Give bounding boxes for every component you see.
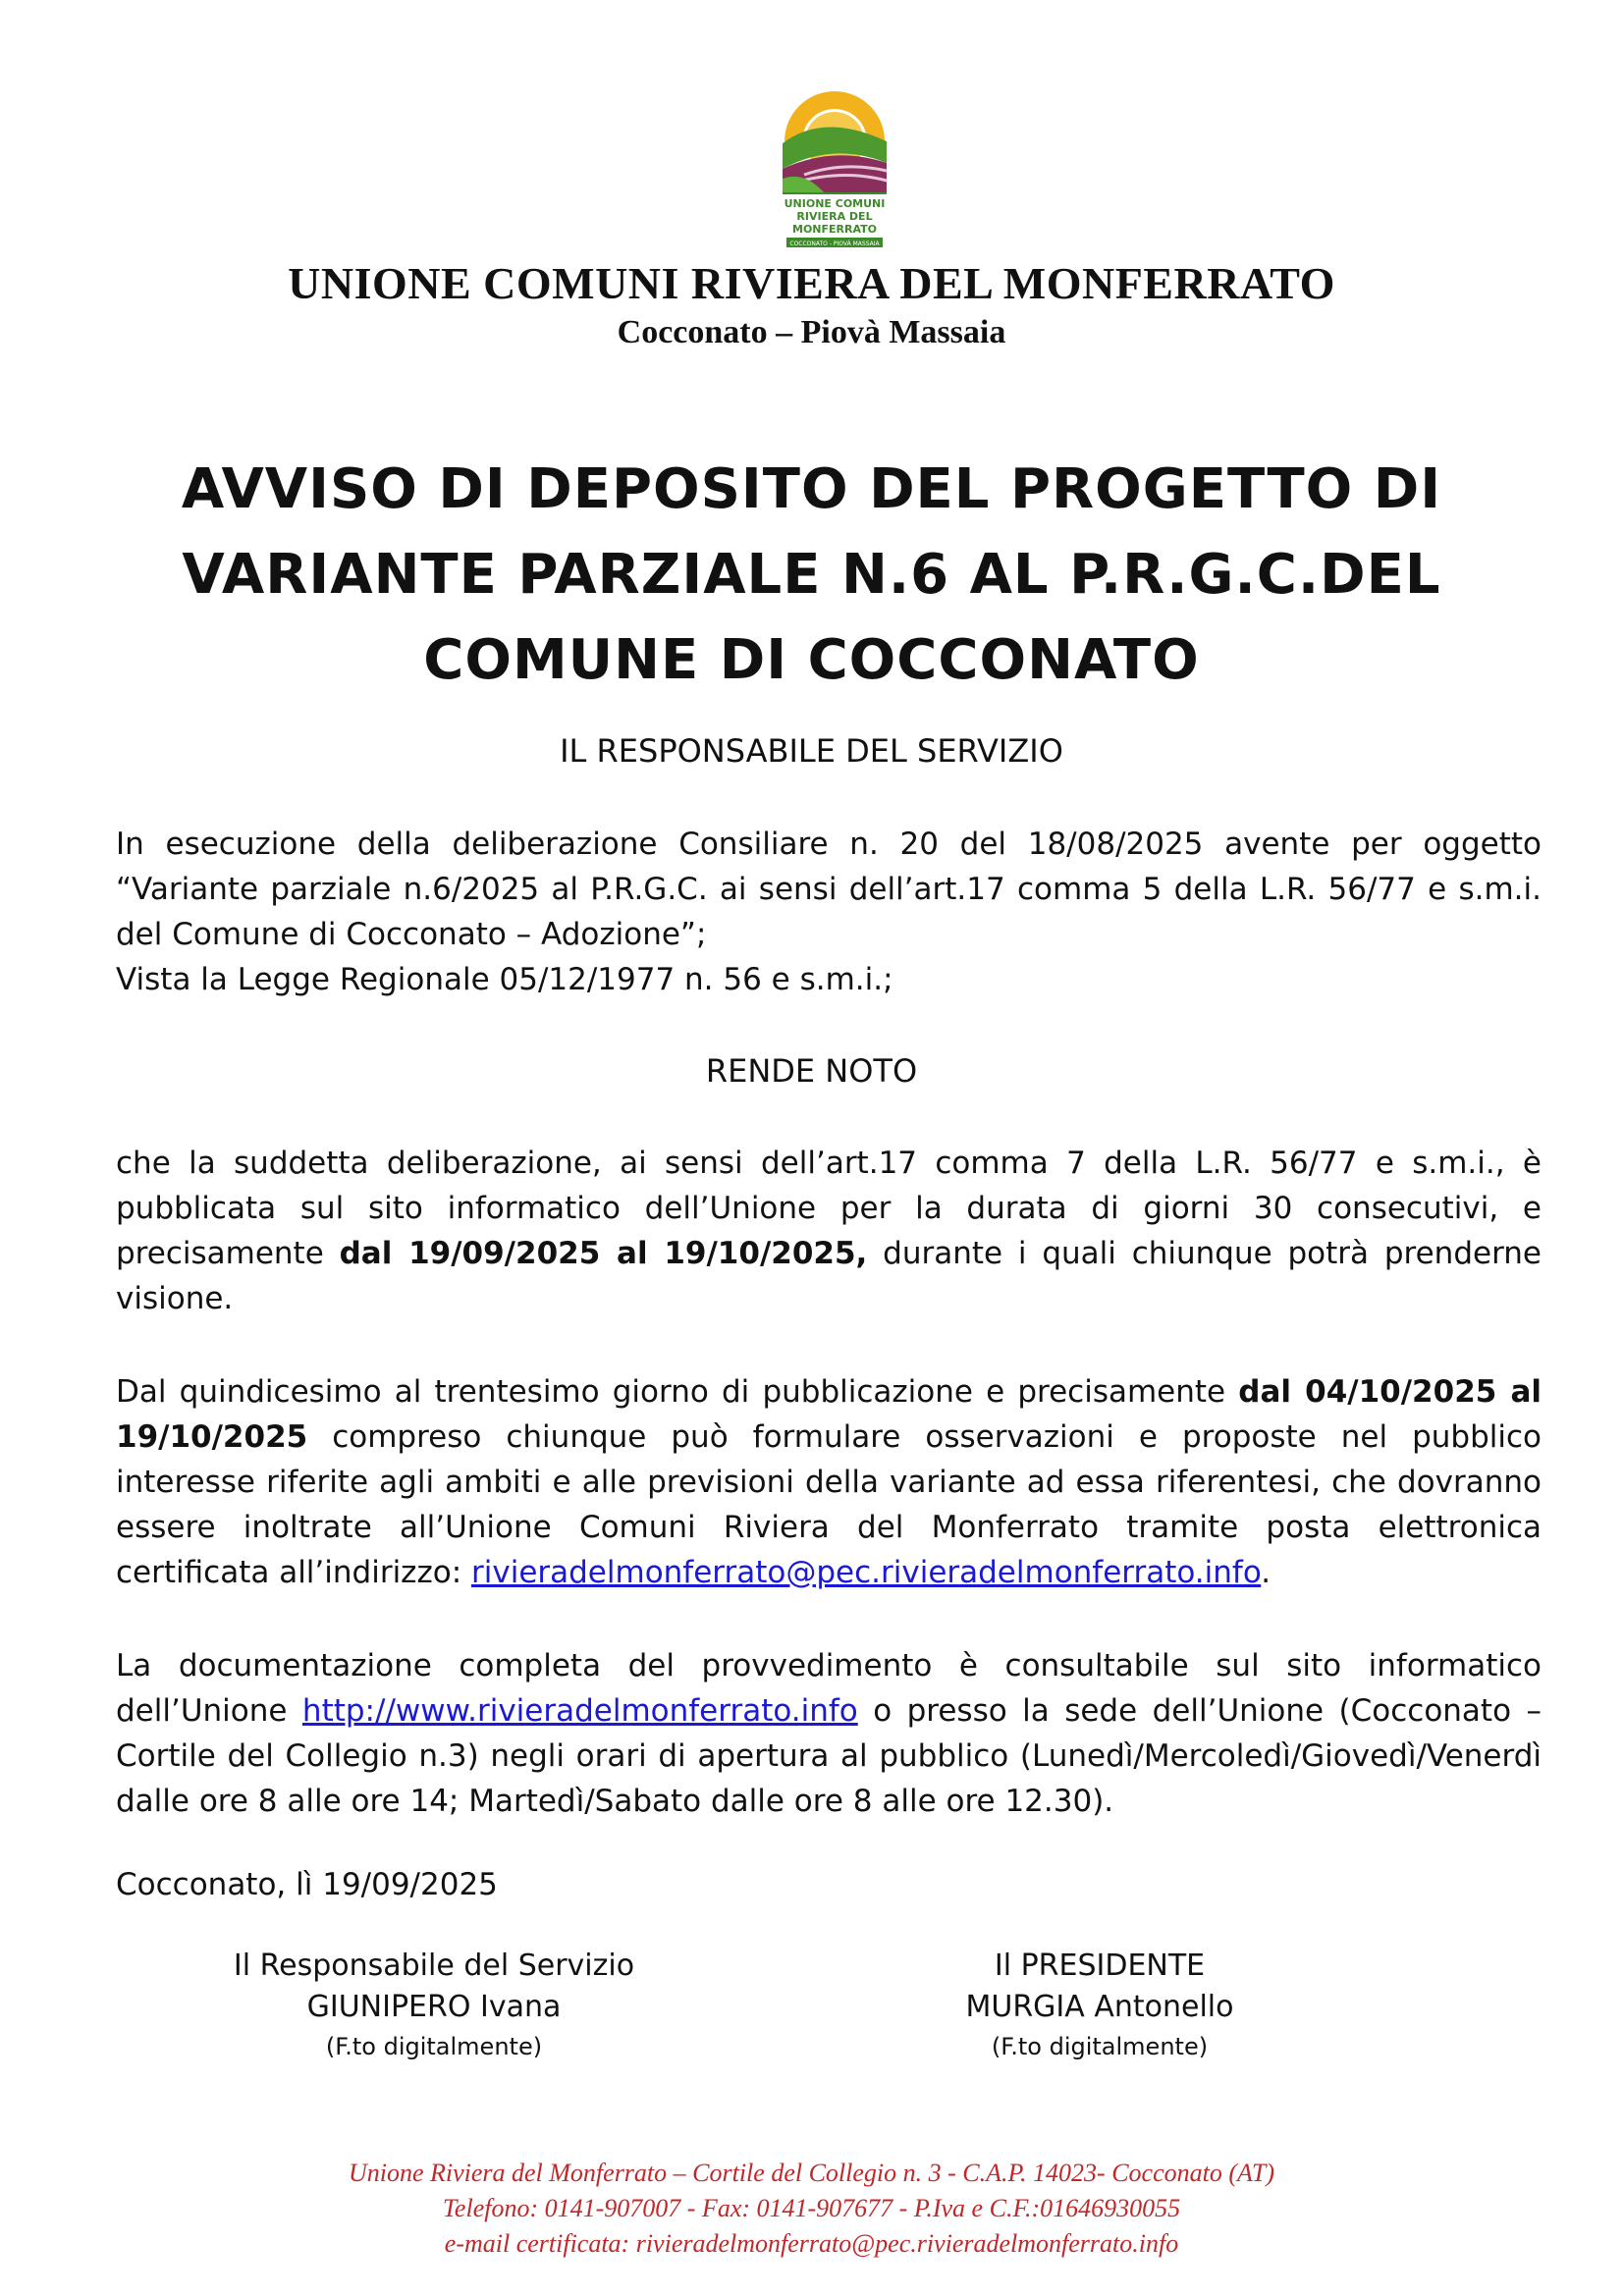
doc-text-b: o presso la sede dell’Unione (Cocconato – Cortile del Collegio n.3) negli orari di apertura al pubblico (Lunedì/Mercoledì/Giovedì/Venerdì dalle ore 8 alle ore 14; Martedì/Sabato dalle ore 8 alle ore 12.30). — [116, 1693, 1542, 1819]
signature-note: (F.to digitalmente) — [325, 2033, 543, 2060]
intro-paragraph: In esecuzione della deliberazione Consiliare n. 20 del 18/08/2025 avente per oggetto “Variante parziale n.6/2025 al P.R.G.C. ai sensi dell’art.17 comma 5 della L.R. 56/77 e s.m.i. del Comune di Cocconato – Adozione”; — [116, 827, 1542, 952]
logo-line-1: UNIONE COMUNI — [784, 197, 886, 210]
org-title: UNIONE COMUNI RIVIERA DEL MONFERRATO — [288, 258, 1335, 308]
footer — [0, 2156, 1623, 2262]
org-subtitle: Cocconato – Piovà Massaia — [617, 314, 1006, 350]
footer-address: Unione Riviera del Monferrato – Cortile del Collegio n. 3 - C.A.P. 14023- Cocconato (AT) — [348, 2159, 1275, 2187]
notice-title — [128, 447, 1495, 703]
notice-title-line-3: COMUNE DI COCCONATO — [423, 628, 1200, 692]
publication-paragraph — [116, 1141, 1542, 1321]
doc-text-a: La documentazione completa del provvedimento è consultabile sul sito informatico dell’Unione — [116, 1648, 1542, 1729]
logo-emblem — [765, 73, 904, 253]
rende-noto-heading: RENDE NOTO — [705, 1052, 918, 1090]
logo-line-3: MONFERRATO — [792, 223, 877, 236]
signature-responsabile — [218, 1946, 650, 2065]
observations-paragraph — [116, 1369, 1542, 1595]
obs-text-d: . — [1261, 1555, 1271, 1590]
signature-role: Il PRESIDENTE — [994, 1949, 1206, 1983]
notice-title-line-2: VARIANTE PARZIALE N.6 AL P.R.G.C.DEL — [182, 543, 1441, 607]
signature-presidente — [913, 1946, 1286, 2065]
union-logo — [765, 73, 904, 253]
pub-text-c: durante i quali chiunque potrà prenderne visione. — [116, 1236, 1542, 1316]
intro-section — [116, 822, 1542, 1002]
footer-email: e-mail certificata: rivieradelmonferrato@pec.rivieradelmonferrato.info — [444, 2229, 1179, 2258]
signature-name: MURGIA Antonello — [965, 1990, 1234, 2024]
footer-phone: Telefono: 0141-907007 - Fax: 0141-907677 - P.Iva e C.F.:01646930055 — [442, 2194, 1181, 2222]
logo-small: COCCONATO - PIOVÀ MASSAIA — [789, 240, 880, 247]
obs-text-a: Dal quindicesimo al trentesimo giorno di pubblicazione e precisamente — [116, 1374, 1239, 1410]
logo-line-2: RIVIERA DEL — [796, 210, 873, 223]
signature-note: (F.to digitalmente) — [991, 2033, 1209, 2060]
legge-paragraph: Vista la Legge Regionale 05/12/1977 n. 56 e s.m.i.; — [116, 962, 893, 997]
responsabile-heading: IL RESPONSABILE DEL SERVIZIO — [560, 732, 1063, 770]
obs-dates: dal 04/10/2025 al 19/10/2025 — [116, 1374, 1542, 1455]
pub-text-a: che la suddetta deliberazione, ai sensi dell’art.17 comma 7 della L.R. 56/77 e s.m.i., è pubblicata sul sito informatico dell’Unione per la durata di giorni 30 consecutivi, e precisamente — [116, 1146, 1542, 1271]
documentation-paragraph — [116, 1643, 1542, 1824]
pub-dates: dal 19/09/2025 al 19/10/2025, — [339, 1236, 868, 1271]
signature-name: GIUNIPERO Ivana — [306, 1990, 562, 2024]
website-link[interactable]: http://www.rivieradelmonferrato.info — [301, 1693, 858, 1729]
place-date: Cocconato, lì 19/09/2025 — [116, 1867, 498, 1902]
signature-role: Il Responsabile del Servizio — [233, 1949, 635, 1983]
pec-email-link[interactable]: rivieradelmonferrato@pec.rivieradelmonferrato.info — [471, 1555, 1262, 1590]
notice-title-line-1: AVVISO DI DEPOSITO DEL PROGETTO DI — [181, 457, 1442, 521]
obs-text-c: compreso chiunque può formulare osservazioni e proposte nel pubblico interesse riferite agli ambiti e alle previsioni della variante ad essa riferentesi, che dovranno essere inoltrate all’Unione Comuni Riviera del Monferrato tramite posta elettronica certificata all’indirizzo: — [116, 1419, 1542, 1590]
